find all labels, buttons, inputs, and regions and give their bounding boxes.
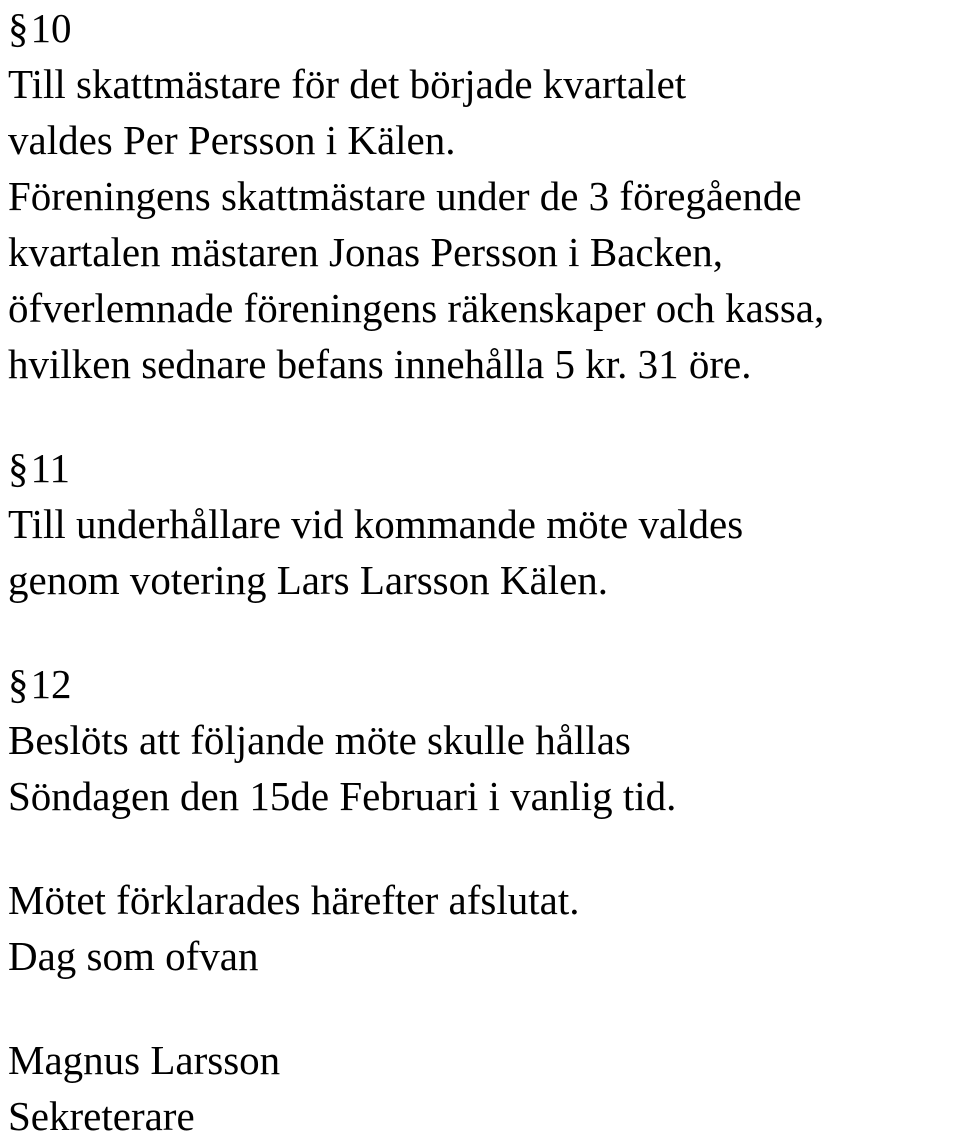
section-sign: § bbox=[8, 661, 29, 707]
section-11 bbox=[8, 440, 958, 608]
text-line: Till skattmästare för det började kvartalet bbox=[8, 61, 687, 107]
text-line: hvilken sednare befans innehålla 5 kr. 31 öre. bbox=[8, 341, 752, 387]
paragraph-gap bbox=[8, 608, 958, 656]
text-line: öfverlemnade föreningens räkenskaper och kassa, bbox=[8, 285, 825, 331]
text-line: valdes Per Persson i Kälen. bbox=[8, 117, 456, 163]
text-line: genom votering Lars Larsson Kälen. bbox=[8, 557, 609, 603]
section-number: 12 bbox=[30, 661, 72, 707]
section-10 bbox=[8, 0, 958, 392]
signature-name: Magnus Larsson bbox=[8, 1037, 281, 1083]
section-number: 11 bbox=[30, 445, 70, 491]
section-12 bbox=[8, 656, 958, 824]
paragraph-gap bbox=[8, 984, 958, 1032]
text-line: Söndagen den 15de Februari i vanlig tid. bbox=[8, 773, 677, 819]
section-heading bbox=[8, 656, 958, 712]
text-line: Till underhållare vid kommande möte valdes bbox=[8, 501, 744, 547]
minutes-document bbox=[8, 0, 958, 1144]
closing-line: Mötet förklarades härefter afslutat. bbox=[8, 877, 580, 923]
section-number: 10 bbox=[30, 5, 72, 51]
text-line: kvartalen mästaren Jonas Persson i Backen, bbox=[8, 229, 724, 275]
paragraph-gap bbox=[8, 824, 958, 872]
closing-block bbox=[8, 872, 958, 984]
paragraph-gap bbox=[8, 392, 958, 440]
text-line: Beslöts att följande möte skulle hållas bbox=[8, 717, 631, 763]
signature-block bbox=[8, 1032, 958, 1144]
section-sign: § bbox=[8, 5, 29, 51]
section-sign: § bbox=[8, 445, 29, 491]
signature-title: Sekreterare bbox=[8, 1093, 195, 1139]
date-line: Dag som ofvan bbox=[8, 933, 259, 979]
text-line: Föreningens skattmästare under de 3 föregående bbox=[8, 173, 802, 219]
section-heading bbox=[8, 0, 958, 56]
section-heading bbox=[8, 440, 958, 496]
